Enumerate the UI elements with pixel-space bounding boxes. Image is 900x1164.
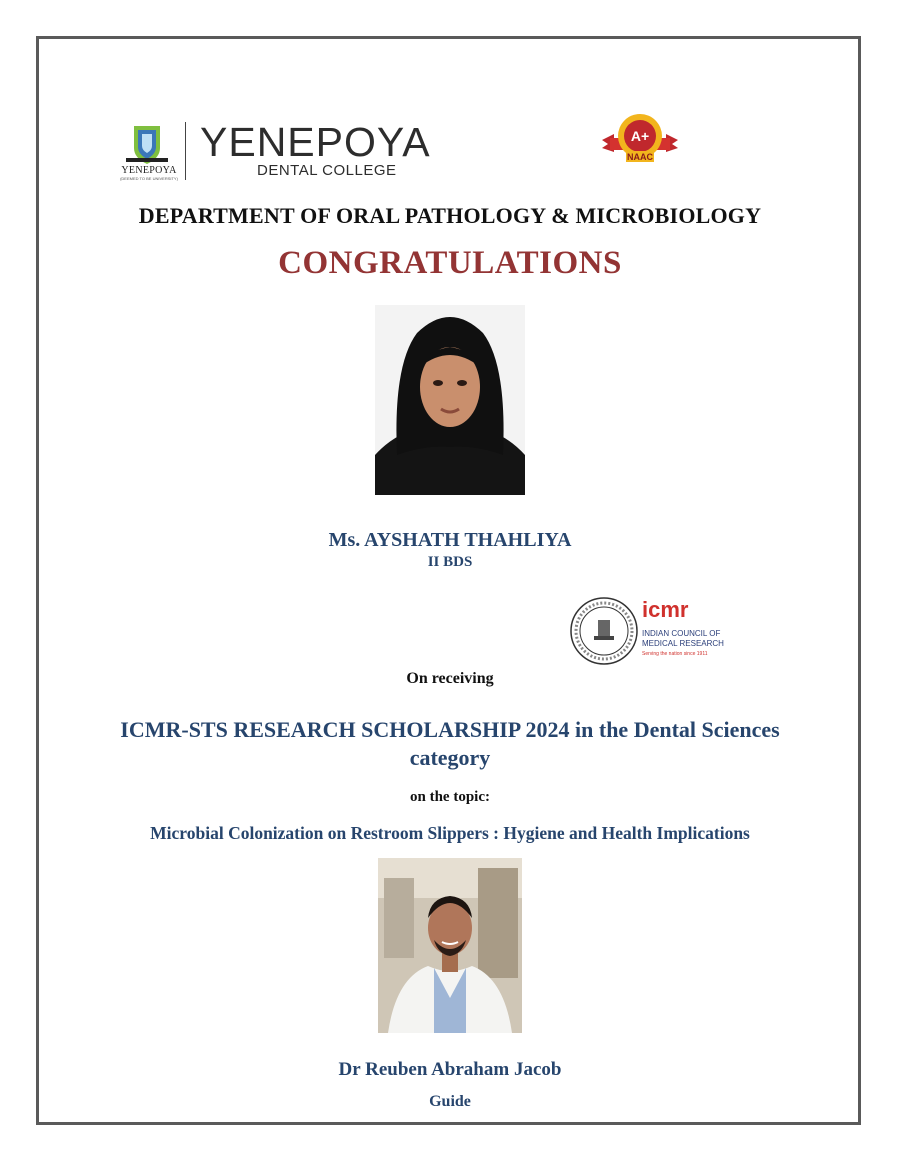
college-logo [112, 118, 442, 184]
icmr-tagline: Serving the nation since 1911 [642, 651, 708, 657]
naac-grade: A+ [630, 128, 650, 144]
student-class: II BDS [427, 554, 473, 570]
naac-label: NAAC [627, 152, 653, 162]
icmr-acronym: icmr [642, 597, 689, 622]
icmr-logo-icon [568, 596, 728, 666]
guide-name: Dr Reuben Abraham Jacob [338, 1059, 562, 1080]
student-photo [375, 305, 525, 495]
award-intro: On receiving [406, 670, 494, 687]
guide-portrait-image [378, 858, 522, 1033]
icmr-line1: INDIAN COUNCIL OF [642, 629, 721, 638]
crest-label: YENEPOYA [121, 165, 177, 176]
logo-divider [185, 122, 186, 180]
icmr-line2: MEDICAL RESEARCH [642, 639, 724, 648]
congratulations-heading: CONGRATULATIONS [278, 245, 622, 281]
department-title: DEPARTMENT OF ORAL PATHOLOGY & MICROBIOLOGY [138, 203, 762, 228]
student-name: Ms. AYSHATH THAHLIYA [328, 529, 572, 551]
scholarship-title: ICMR-STS RESEARCH SCHOLARSHIP 2024 in the Dental Sciences category [120, 717, 780, 770]
crest-sublabel: (DEEMED TO BE UNIVERSITY) [120, 176, 178, 181]
college-name: YENEPOYA [200, 119, 431, 165]
college-subtitle: DENTAL COLLEGE [257, 162, 397, 179]
naac-badge-icon [600, 110, 680, 170]
student-portrait-image [375, 305, 525, 495]
research-topic: Microbial Colonization on Restroom Slippers : Hygiene and Health Implications [150, 823, 750, 843]
guide-role: Guide [429, 1093, 471, 1110]
guide-photo [378, 858, 522, 1033]
topic-label: on the topic: [410, 789, 490, 805]
